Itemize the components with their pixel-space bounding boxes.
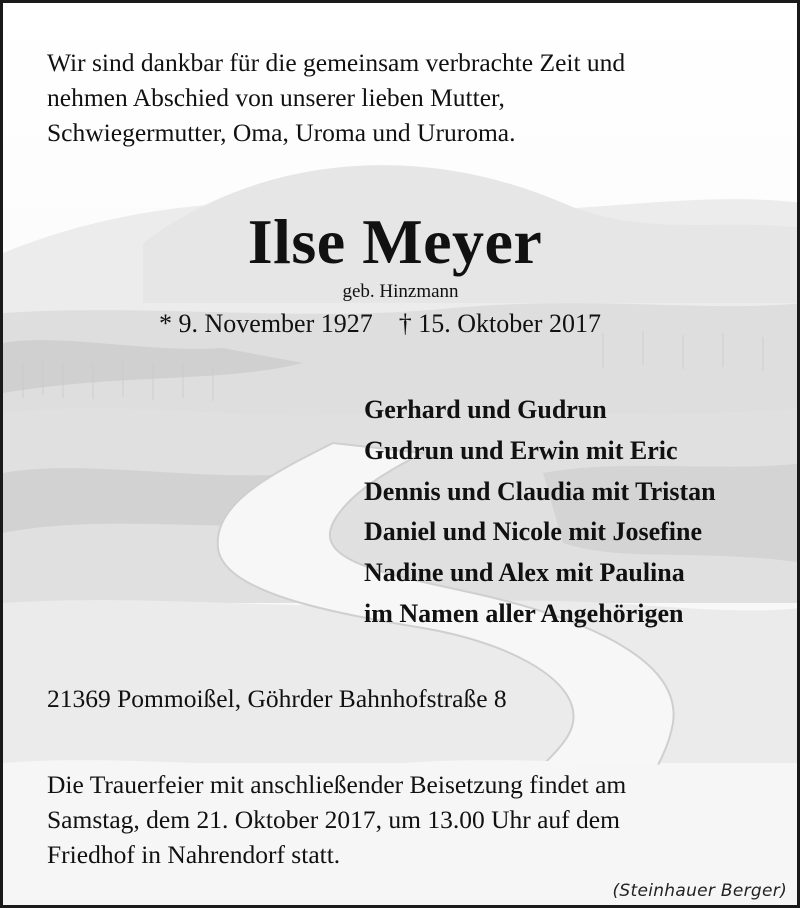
notice-content [3,3,800,908]
life-dates [159,306,601,342]
mourner-line: im Namen aller Angehörigen [364,598,684,628]
mourner-line: Daniel und Nicole mit Josefine [364,517,702,547]
mourner-line: Nadine und Alex mit Paulina [364,558,685,588]
deceased-name: Ilse Meyer [247,206,543,277]
mourners-list [364,390,716,635]
designer-credit: (Steinhauer Berger) [612,881,787,901]
family-address: 21369 Pommoißel, Göhrder Bahnhofstraße 8 [47,684,507,713]
birth-name: geb. Hinzmann [342,281,459,302]
ceremony-text: Die Trauerfeier mit anschließender Beisetzung findet am Samstag, dem 21. Oktober 2017, um 13.00 Uhr auf dem Friedhof in Nahrendorf statt. [47,770,627,869]
mourner-line: Dennis und Claudia mit Tristan [364,476,716,506]
birth-date: * 9. November 1927 [159,309,373,338]
mourner-line: Gudrun und Erwin mit Eric [364,435,678,465]
mourner-line: Gerhard und Gudrun [364,395,607,424]
death-date: † 15. Oktober 2017 [398,309,601,338]
intro-text: Wir sind dankbar für die gemeinsam verbrachte Zeit und nehmen Abschied von unserer lieben Mutter, Schwiegermutter, Oma, Uroma und Ururoma. [47,48,626,147]
